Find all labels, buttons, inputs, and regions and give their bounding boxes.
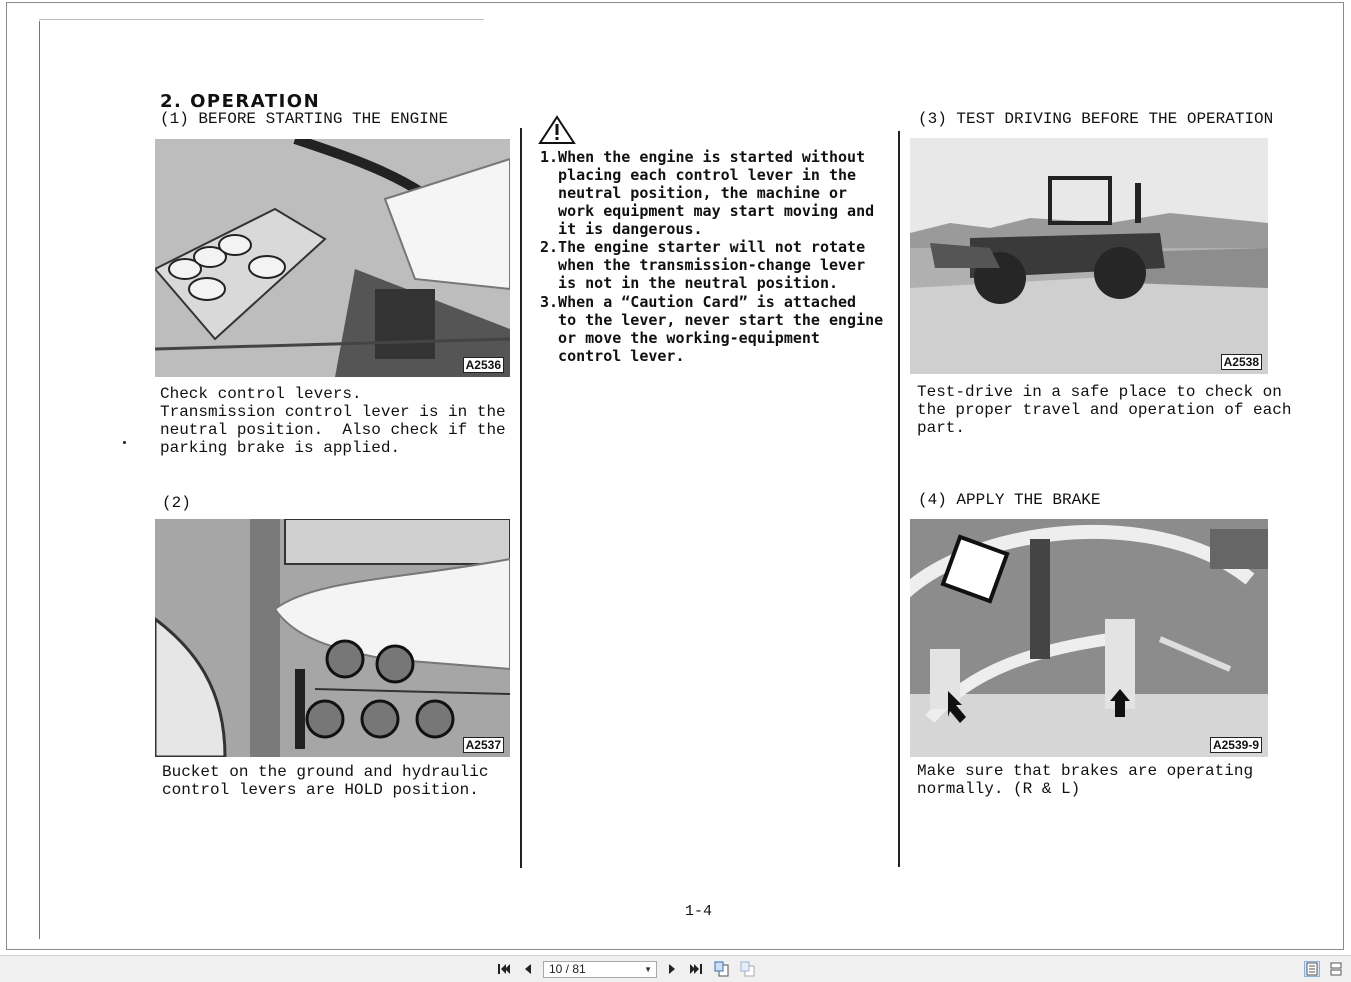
warning-line-5: it is dangerous. [540, 220, 703, 238]
warning-line-7: when the transmission-change lever [540, 256, 866, 274]
first-page-icon [497, 963, 511, 975]
warning-line-4: work equipment may start moving and [540, 202, 875, 220]
section4-caption-line1: Make sure that brakes are operating [917, 762, 1254, 780]
previous-page-button[interactable] [520, 961, 536, 977]
warning-line-3: neutral position, the machine or [540, 184, 848, 202]
page-number: 1-4 [685, 903, 713, 920]
warning-line-9: 3.When a “Caution Card” is attached [540, 293, 857, 311]
viewer-toolbar [0, 955, 1351, 982]
warning-line-11: or move the working-equipment [540, 329, 820, 347]
section4-caption-line2: normally. (R & L) [917, 780, 1081, 798]
continuous-page-icon [1330, 962, 1342, 976]
figure-test-driving [910, 138, 1268, 374]
warning-line-2: placing each control lever in the [540, 166, 857, 184]
chevron-down-icon: ▼ [644, 965, 652, 974]
section3-title: (3) TEST DRIVING BEFORE THE OPERATION [918, 110, 1274, 128]
section2-title: (2) [162, 494, 191, 512]
continuous-view-button[interactable] [1328, 961, 1344, 977]
scan-speck [123, 441, 126, 444]
first-page-button[interactable] [496, 961, 512, 977]
last-page-icon [689, 963, 703, 975]
rotate-disabled-button[interactable] [740, 961, 756, 977]
page-number-input[interactable] [543, 961, 657, 978]
figure-label: A2539-9 [1210, 737, 1262, 753]
rotate-disabled-icon [740, 961, 756, 977]
column-divider-right [898, 131, 900, 867]
next-page-button[interactable] [664, 961, 680, 977]
figure-label: A2537 [463, 737, 504, 753]
previous-page-icon [523, 963, 533, 975]
section3-caption-line3: part. [917, 419, 966, 437]
figure-label: A2538 [1221, 354, 1262, 370]
page-indicator: 10 / 81 [549, 962, 586, 976]
section2-caption-line1: Bucket on the ground and hydraulic [162, 763, 489, 781]
section3-caption-line1: Test-drive in a safe place to check on [917, 383, 1282, 401]
section1-caption-line2: Transmission control lever is in the [160, 403, 506, 421]
figure-apply-brake [910, 519, 1268, 757]
section4-title: (4) APPLY THE BRAKE [918, 491, 1101, 509]
scan-edge-top [39, 19, 484, 20]
figure-control-levers [155, 139, 510, 377]
figure-label: A2536 [463, 357, 504, 373]
document-page [6, 2, 1344, 950]
section3-caption-line2: the proper travel and operation of each [917, 401, 1292, 419]
column-divider-left [520, 128, 522, 868]
section1-title: (1) BEFORE STARTING THE ENGINE [160, 110, 449, 128]
figure-bucket-levers-drawing [155, 519, 510, 757]
figure-apply-brake-drawing [910, 519, 1268, 757]
scan-edge-left [39, 21, 40, 939]
last-page-button[interactable] [688, 961, 704, 977]
warning-triangle-icon [538, 115, 576, 145]
figure-bucket-levers [155, 519, 510, 757]
next-page-icon [667, 963, 677, 975]
warning-line-8: is not in the neutral position. [540, 274, 839, 292]
warning-line-1: 1.When the engine is started without [540, 148, 866, 166]
section1-caption-line1: Check control levers. [160, 385, 362, 403]
single-page-icon [1306, 962, 1318, 976]
page-heading: 2. OPERATION [160, 91, 321, 112]
rotate-button[interactable] [714, 961, 730, 977]
figure-test-driving-drawing [910, 138, 1268, 374]
section1-caption-line3: neutral position. Also check if the [160, 421, 506, 439]
warning-line-12: control lever. [540, 347, 685, 365]
section1-caption-line4: parking brake is applied. [160, 439, 401, 457]
rotate-icon [714, 961, 730, 977]
warning-line-10: to the lever, never start the engine [540, 311, 884, 329]
warning-line-6: 2.The engine starter will not rotate [540, 238, 866, 256]
single-page-view-button[interactable] [1304, 961, 1320, 977]
section2-caption-line2: control levers are HOLD position. [162, 781, 479, 799]
figure-control-levers-drawing [155, 139, 510, 377]
